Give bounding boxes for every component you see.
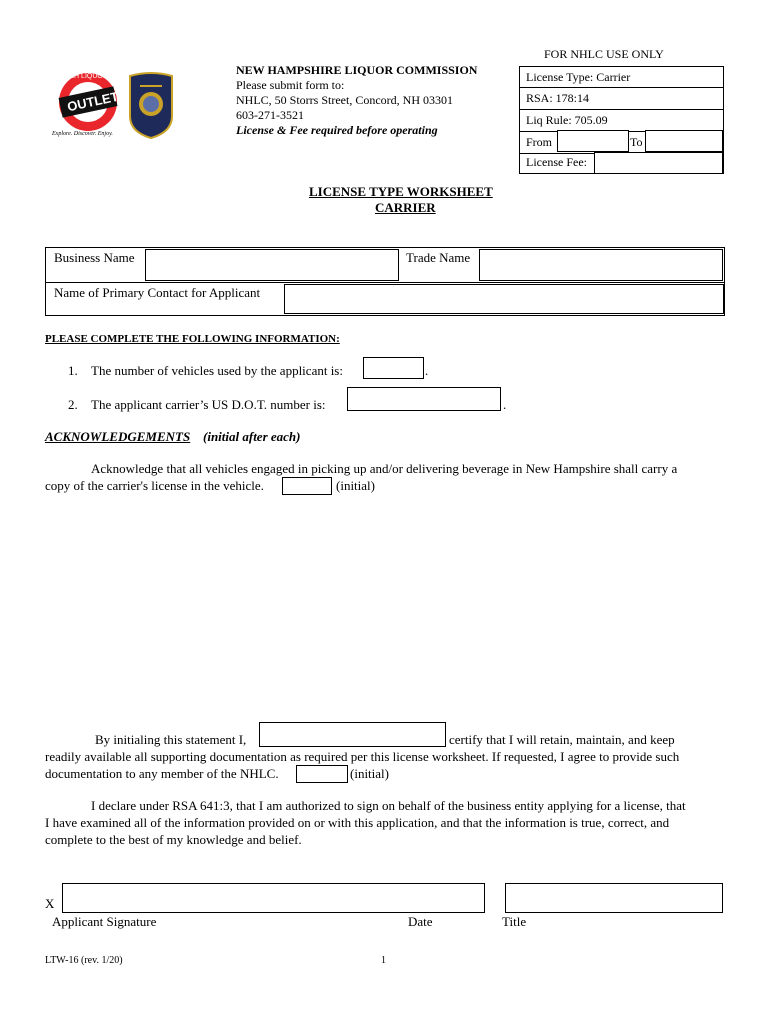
license-fee-field[interactable] [594,152,723,174]
primary-contact-field[interactable] [284,284,724,314]
question-1-number: 1. [68,363,78,378]
business-name-field[interactable] [145,249,399,281]
question-2-period: . [503,397,507,412]
admin-dates: From [519,132,724,154]
outlet-logo-tagline: Explore. Discover. Enjoy. [52,131,113,137]
primary-contact-label: Name of Primary Contact for Applicant [54,285,261,300]
instructions-heading: PLEASE COMPLETE THE FOLLOWING INFORMATION: [45,333,340,345]
declaration-line-1: I declare under RSA 641:3, that I am authorized to sign on behalf of the business entity applying for a license, that [91,798,686,813]
question-1-period: . [425,363,429,378]
ack-heading: ACKNOWLEDGEMENTS [45,429,191,444]
ack-line-1: Acknowledge that all vehicles engaged in picking up and/or delivering beverage in New Hampshire shall carry a [91,461,678,476]
question-2-number: 2. [68,397,78,412]
to-label: To [630,135,643,149]
applicant-signature-field[interactable] [62,883,485,913]
applicant-signature-label: Applicant Signature [52,914,157,929]
admin-rsa: RSA: 178:14 [519,88,724,110]
ack-line-2: copy of the carrier's license in the vehicle. [45,478,264,493]
title-label: Title [502,914,527,929]
form-id: LTW-16 (rev. 1/20) [45,955,123,966]
submit-instruction: Please submit form to: [236,78,345,92]
statement-part-1: By initialing this statement I, [95,732,247,747]
trade-name-label: Trade Name [406,250,471,265]
title-field[interactable] [505,883,723,913]
declaration-line-2: I have examined all of the information provided on or with this application, and that the information is true, correct, and [45,815,670,830]
from-date-field[interactable] [557,130,629,152]
statement-line-2: readily available all supporting documentation as required per this license worksheet. If requested, I agree to provide such [45,749,680,764]
table-row-divider [45,282,725,283]
to-date-field[interactable] [645,130,723,152]
page-number: 1 [381,955,386,966]
ack-heading-note: (initial after each) [203,429,301,444]
outlet-logo-ring-text: NH LIQUOR [69,73,108,80]
admin-heading: FOR NHLC USE ONLY [544,47,664,61]
question-1-text: The number of vehicles used by the applicant is: [91,363,343,378]
ack-initial-label: (initial) [336,478,375,493]
business-name-label: Business Name [54,250,135,265]
admin-fee: License Fee: [519,154,724,174]
date-label: Date [408,914,433,929]
vehicle-count-field[interactable] [363,357,424,379]
outlet-logo-text: OUTLET [65,88,120,115]
statement-initial-label: (initial) [350,766,389,781]
declaration-line-3: complete to the best of my knowledge and belief. [45,832,302,847]
worksheet-subtitle: CARRIER [375,200,436,215]
statement-initial-field[interactable] [296,765,348,783]
signature-x: X [45,896,55,911]
question-2-text: The applicant carrier’s US D.O.T. number is: [91,397,326,412]
admin-license-type: License Type: Carrier [519,66,724,88]
worksheet-title: LICENSE TYPE WORKSHEET [309,184,493,199]
admin-liq-rule: Liq Rule: 705.09 [519,110,724,132]
statement-line-3: documentation to any member of the NHLC. [45,766,279,781]
trade-name-field[interactable] [479,249,723,281]
nh-liquor-outlet-logo [52,68,124,140]
dot-number-field[interactable] [347,387,501,411]
agency-phone: 603-271-3521 [236,108,304,122]
agency-address: NHLC, 50 Storrs Street, Concord, NH 03301 [236,93,453,107]
ack-initial-field[interactable] [282,477,332,495]
statement-part-2: certify that I will retain, maintain, and keep [449,732,675,747]
fee-notice: License & Fee required before operating [236,123,438,137]
statement-name-field[interactable] [259,722,446,747]
agency-name: NEW HAMPSHIRE LIQUOR COMMISSION [236,63,478,77]
nhlc-badge-logo [128,72,174,140]
